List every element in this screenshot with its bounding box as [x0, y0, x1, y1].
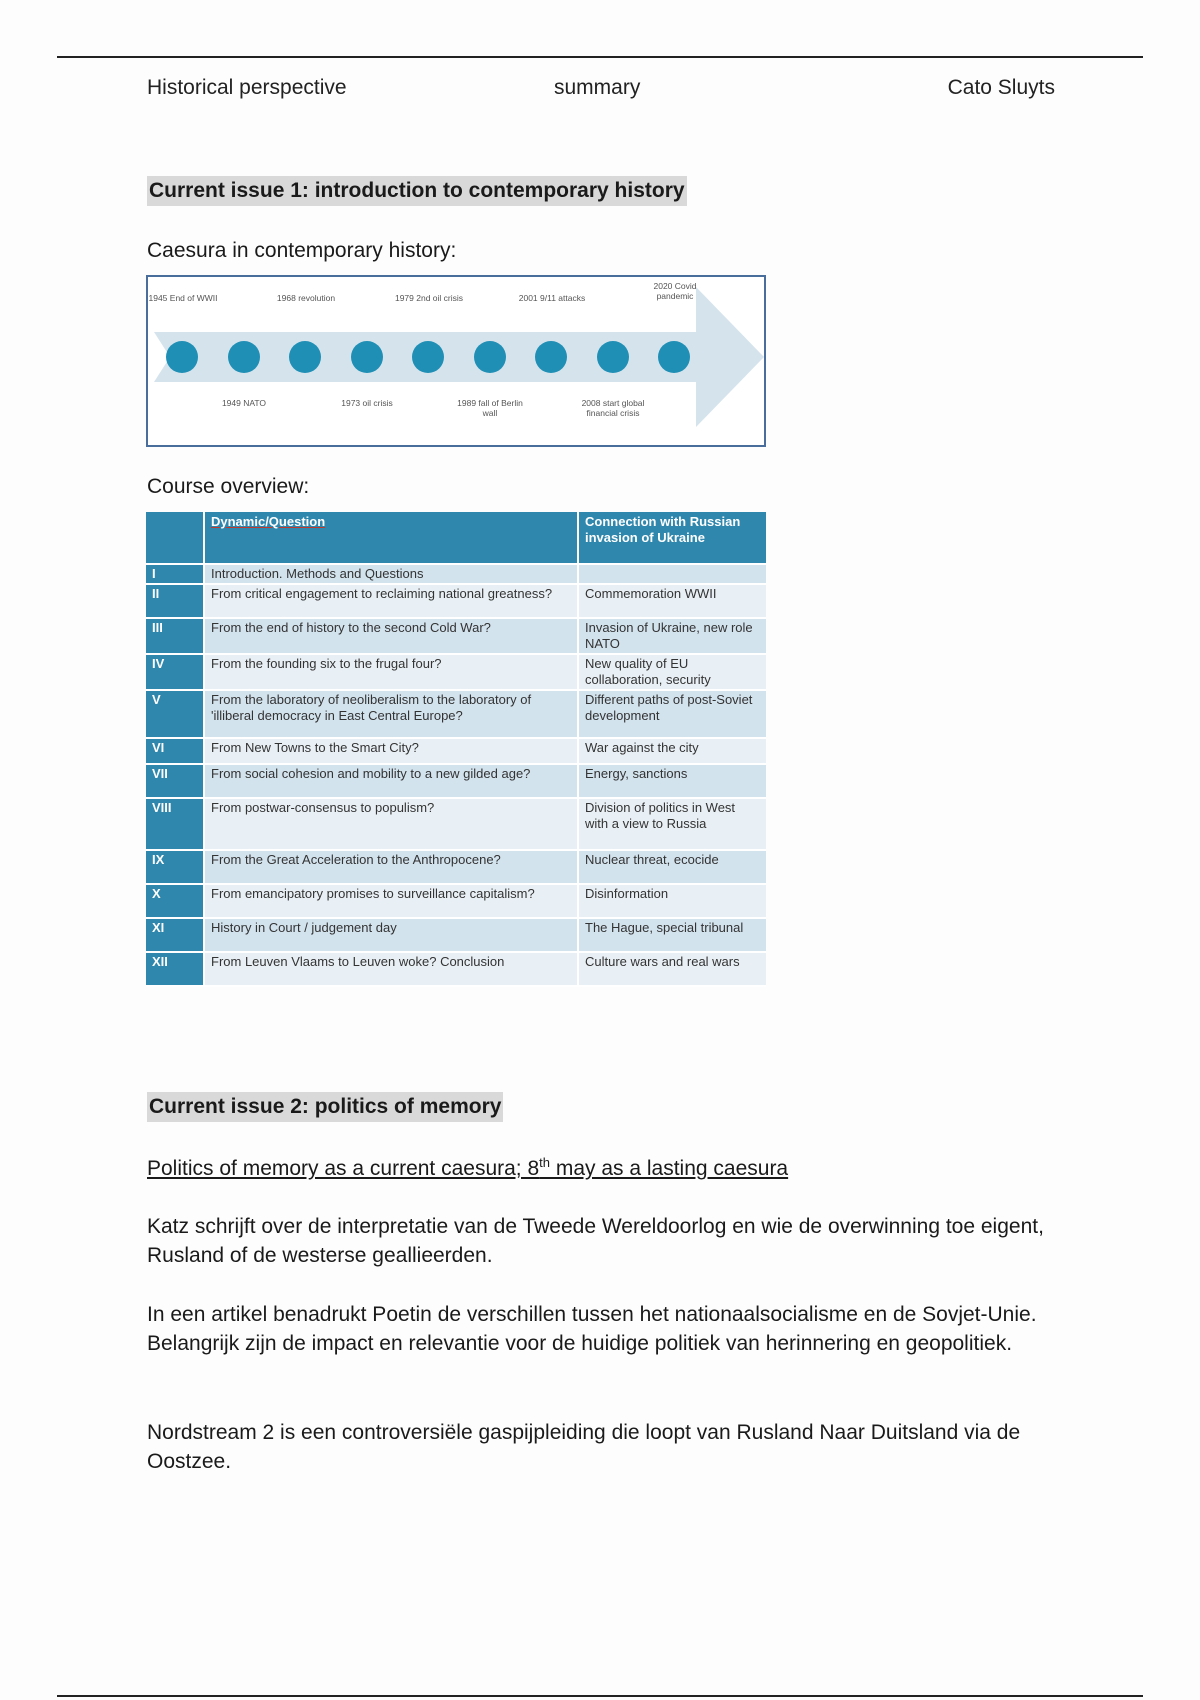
table-cell-connection: The Hague, special tribunal — [578, 918, 766, 952]
issue2-subtitle-before: Politics of memory as a current caesura; 8 — [147, 1157, 540, 1180]
table-cell-connection: Invasion of Ukraine, new role NATO — [578, 618, 766, 654]
table-cell-question: From Leuven Vlaams to Leuven woke? Conclusion — [204, 952, 578, 986]
table-cell-connection: Different paths of post-Soviet development — [578, 690, 766, 738]
timeline-label-top: 1945 End of WWII — [148, 293, 218, 303]
timeline-dot — [412, 341, 444, 373]
table-cell-question: From the Great Acceleration to the Anthropocene? — [204, 850, 578, 884]
header-question — [204, 512, 578, 564]
timeline-label-top: 2020 Covid pandemic — [653, 281, 697, 301]
overview-label: Course overview: — [147, 475, 310, 498]
table-cell-num: VII — [146, 764, 204, 798]
paragraph-poetin: In een artikel benadrukt Poetin de verschillen tussen het nationaalsocialisme en de Sovjet-Unie. Belangrijk zijn de impact en relevantie voor de huidige politiek van herinnering en geopolitiek. — [147, 1303, 1037, 1355]
timeline-dot — [351, 341, 383, 373]
timeline-dot — [658, 341, 690, 373]
table-row — [146, 690, 766, 738]
issue2-subtitle-sup: th — [539, 1155, 550, 1170]
table-row — [146, 738, 766, 764]
timeline-label-top: 2001 9/11 attacks — [518, 293, 586, 303]
issue2-subtitle — [147, 1155, 788, 1181]
table-cell-question: From New Towns to the Smart City? — [204, 738, 578, 764]
timeline-label-top: 1968 revolution — [276, 293, 336, 303]
header-center: summary — [554, 76, 641, 99]
timeline-label-bottom: 1989 fall of Berlin wall — [457, 398, 523, 418]
table-cell-num: X — [146, 884, 204, 918]
table-cell-connection — [578, 564, 766, 584]
timeline-label-bottom: 1973 oil crisis — [341, 398, 393, 408]
header-question-label: Dynamic/Question — [211, 514, 326, 529]
course-overview-table — [146, 512, 766, 987]
table-row — [146, 584, 766, 618]
table-cell-question: From the end of history to the second Cold War? — [204, 618, 578, 654]
table-cell-question: From emancipatory promises to surveillance capitalism? — [204, 884, 578, 918]
header-num — [146, 512, 204, 564]
issue2-subtitle-after: may as a lasting caesura — [550, 1157, 789, 1180]
table-cell-question: History in Court / judgement day — [204, 918, 578, 952]
table-cell-question: From postwar-consensus to populism? — [204, 798, 578, 850]
table-row — [146, 764, 766, 798]
header-left: Historical perspective — [147, 76, 347, 99]
table-cell-connection: Commemoration WWII — [578, 584, 766, 618]
table-cell-connection: New quality of EU collaboration, security — [578, 654, 766, 690]
timeline-dot — [597, 341, 629, 373]
header-right: Cato Sluyts — [947, 76, 1055, 99]
table-cell-connection: Nuclear threat, ecocide — [578, 850, 766, 884]
bottom-rule — [57, 1695, 1143, 1697]
table-cell-question: From critical engagement to reclaiming national greatness? — [204, 584, 578, 618]
table-cell-num: VI — [146, 738, 204, 764]
table-cell-connection: War against the city — [578, 738, 766, 764]
timeline-dot — [228, 341, 260, 373]
issue1-title: Current issue 1: introduction to contemporary history — [147, 176, 687, 206]
header-connection: Connection with Russian invasion of Ukraine — [578, 512, 766, 564]
issue2-title: Current issue 2: politics of memory — [147, 1092, 503, 1122]
table-cell-connection: Energy, sanctions — [578, 764, 766, 798]
table-cell-num: II — [146, 584, 204, 618]
table-header-row — [146, 512, 766, 564]
timeline-dot — [474, 341, 506, 373]
table-cell-num: XII — [146, 952, 204, 986]
table-cell-num: IV — [146, 654, 204, 690]
paragraph-nordstream: Nordstream 2 is een controversiële gaspijpleiding die loopt van Rusland Naar Duitsland via de Oostzee. — [147, 1421, 1021, 1473]
timeline-label-bottom: 2008 start global financial crisis — [581, 398, 645, 418]
timeline-label-top: 1979 2nd oil crisis — [394, 293, 464, 303]
timeline-dot — [289, 341, 321, 373]
table-row — [146, 850, 766, 884]
timeline-label-bottom: 1949 NATO — [221, 398, 267, 408]
page-header — [147, 76, 1055, 102]
timeline-dot — [166, 341, 198, 373]
table-cell-question: From social cohesion and mobility to a new gilded age? — [204, 764, 578, 798]
top-rule — [57, 56, 1143, 58]
table-row — [146, 918, 766, 952]
table-cell-num: VIII — [146, 798, 204, 850]
paragraph-katz: Katz schrijft over de interpretatie van de Tweede Wereldoorlog en wie de overwinning toe eigent, Rusland of de westerse geallieerden. — [147, 1215, 1044, 1267]
table-cell-question: From the laboratory of neoliberalism to the laboratory of 'illiberal democracy in East Central Europe? — [204, 690, 578, 738]
table-cell-num: V — [146, 690, 204, 738]
table-cell-num: III — [146, 618, 204, 654]
table-cell-question: Introduction. Methods and Questions — [204, 564, 578, 584]
table-cell-num: XI — [146, 918, 204, 952]
timeline-figure — [146, 275, 766, 447]
table-row — [146, 654, 766, 690]
table-cell-connection: Disinformation — [578, 884, 766, 918]
table-row — [146, 618, 766, 654]
table-row — [146, 798, 766, 850]
table-cell-connection: Culture wars and real wars — [578, 952, 766, 986]
table-row — [146, 884, 766, 918]
timeline-dot — [535, 341, 567, 373]
table-cell-num: IX — [146, 850, 204, 884]
table-row — [146, 564, 766, 584]
caesura-label: Caesura in contemporary history: — [147, 239, 457, 262]
table-cell-question: From the founding six to the frugal four? — [204, 654, 578, 690]
table-cell-connection: Division of politics in West with a view to Russia — [578, 798, 766, 850]
table-row — [146, 952, 766, 986]
table-cell-num: I — [146, 564, 204, 584]
